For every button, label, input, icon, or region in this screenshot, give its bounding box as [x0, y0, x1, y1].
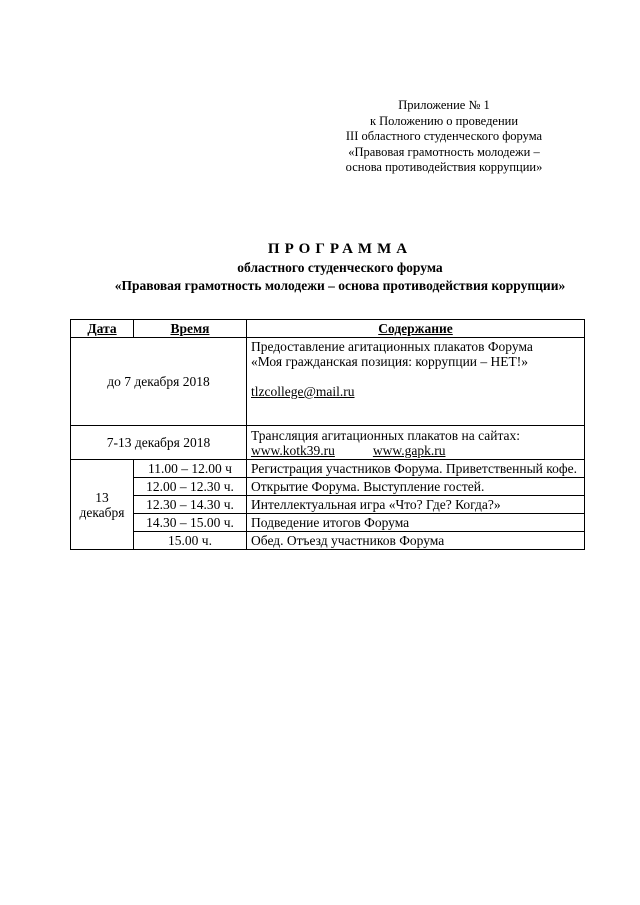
annex-line: к Положению о проведении	[369, 113, 519, 128]
schedule-content: Регистрация участников Форума. Приветственный кофе.	[247, 460, 585, 478]
table-row	[71, 496, 585, 514]
table-row	[71, 514, 585, 532]
day-number: 13	[95, 489, 109, 505]
schedule-time: 11.00 – 12.00 ч	[134, 460, 247, 478]
schedule-content: Подведение итогов Форума	[247, 514, 585, 532]
row1-content	[247, 338, 585, 426]
table-row	[71, 478, 585, 496]
table-row	[71, 532, 585, 550]
program-title: ПРОГРАММА	[267, 241, 413, 257]
table-row	[71, 426, 585, 460]
day-date	[71, 460, 134, 550]
annex-line: основа противодействия коррупции»	[345, 160, 543, 174]
schedule-content: Обед. Отъезд участников Форума	[247, 532, 585, 550]
schedule-time: 15.00 ч.	[134, 532, 247, 550]
forum-name: «Правовая грамотность молодежи – основа противодействия коррупции»	[114, 278, 566, 293]
row1-content-line: Предоставление агитационных плакатов Форума	[251, 339, 533, 354]
header-content: Содержание	[247, 320, 585, 338]
table-row	[71, 338, 585, 426]
schedule-time: 14.30 – 15.00 ч.	[134, 514, 247, 532]
annex-line: «Правовая грамотность молодежи –	[348, 144, 540, 159]
annex-line: Приложение № 1	[398, 98, 490, 112]
email-link[interactable]: tlzcollege@mail.ru	[251, 384, 355, 399]
program-subtitle: областного студенческого форума	[237, 260, 443, 275]
site-link-kotk39[interactable]: www.kotk39.ru	[251, 442, 335, 458]
row2-content-line: Трансляция агитационных плакатов на сайтах:	[251, 427, 521, 443]
program-heading	[60, 240, 620, 295]
day-month: декабря	[79, 504, 125, 520]
schedule-content: Открытие Форума. Выступление гостей.	[247, 478, 585, 496]
table-row	[71, 460, 585, 478]
schedule-content: Интеллектуальная игра «Что? Где? Когда?»	[247, 496, 585, 514]
schedule-time: 12.00 – 12.30 ч.	[134, 478, 247, 496]
row2-content	[247, 426, 585, 460]
row1-content-line: «Моя гражданская позиция: коррупции – НЕТ!»	[251, 354, 529, 369]
annex-line: III областного студенческого форума	[345, 129, 543, 143]
program-table	[70, 319, 585, 550]
annex-note	[314, 98, 574, 176]
row2-date: 7-13 декабря 2018	[71, 426, 247, 460]
table-header-row	[71, 320, 585, 338]
site-link-gapk[interactable]: www.gapk.ru	[372, 442, 446, 458]
row1-date: до 7 декабря 2018	[71, 338, 247, 426]
schedule-time: 12.30 – 14.30 ч.	[134, 496, 247, 514]
header-time: Время	[134, 320, 247, 338]
header-date: Дата	[71, 320, 134, 338]
